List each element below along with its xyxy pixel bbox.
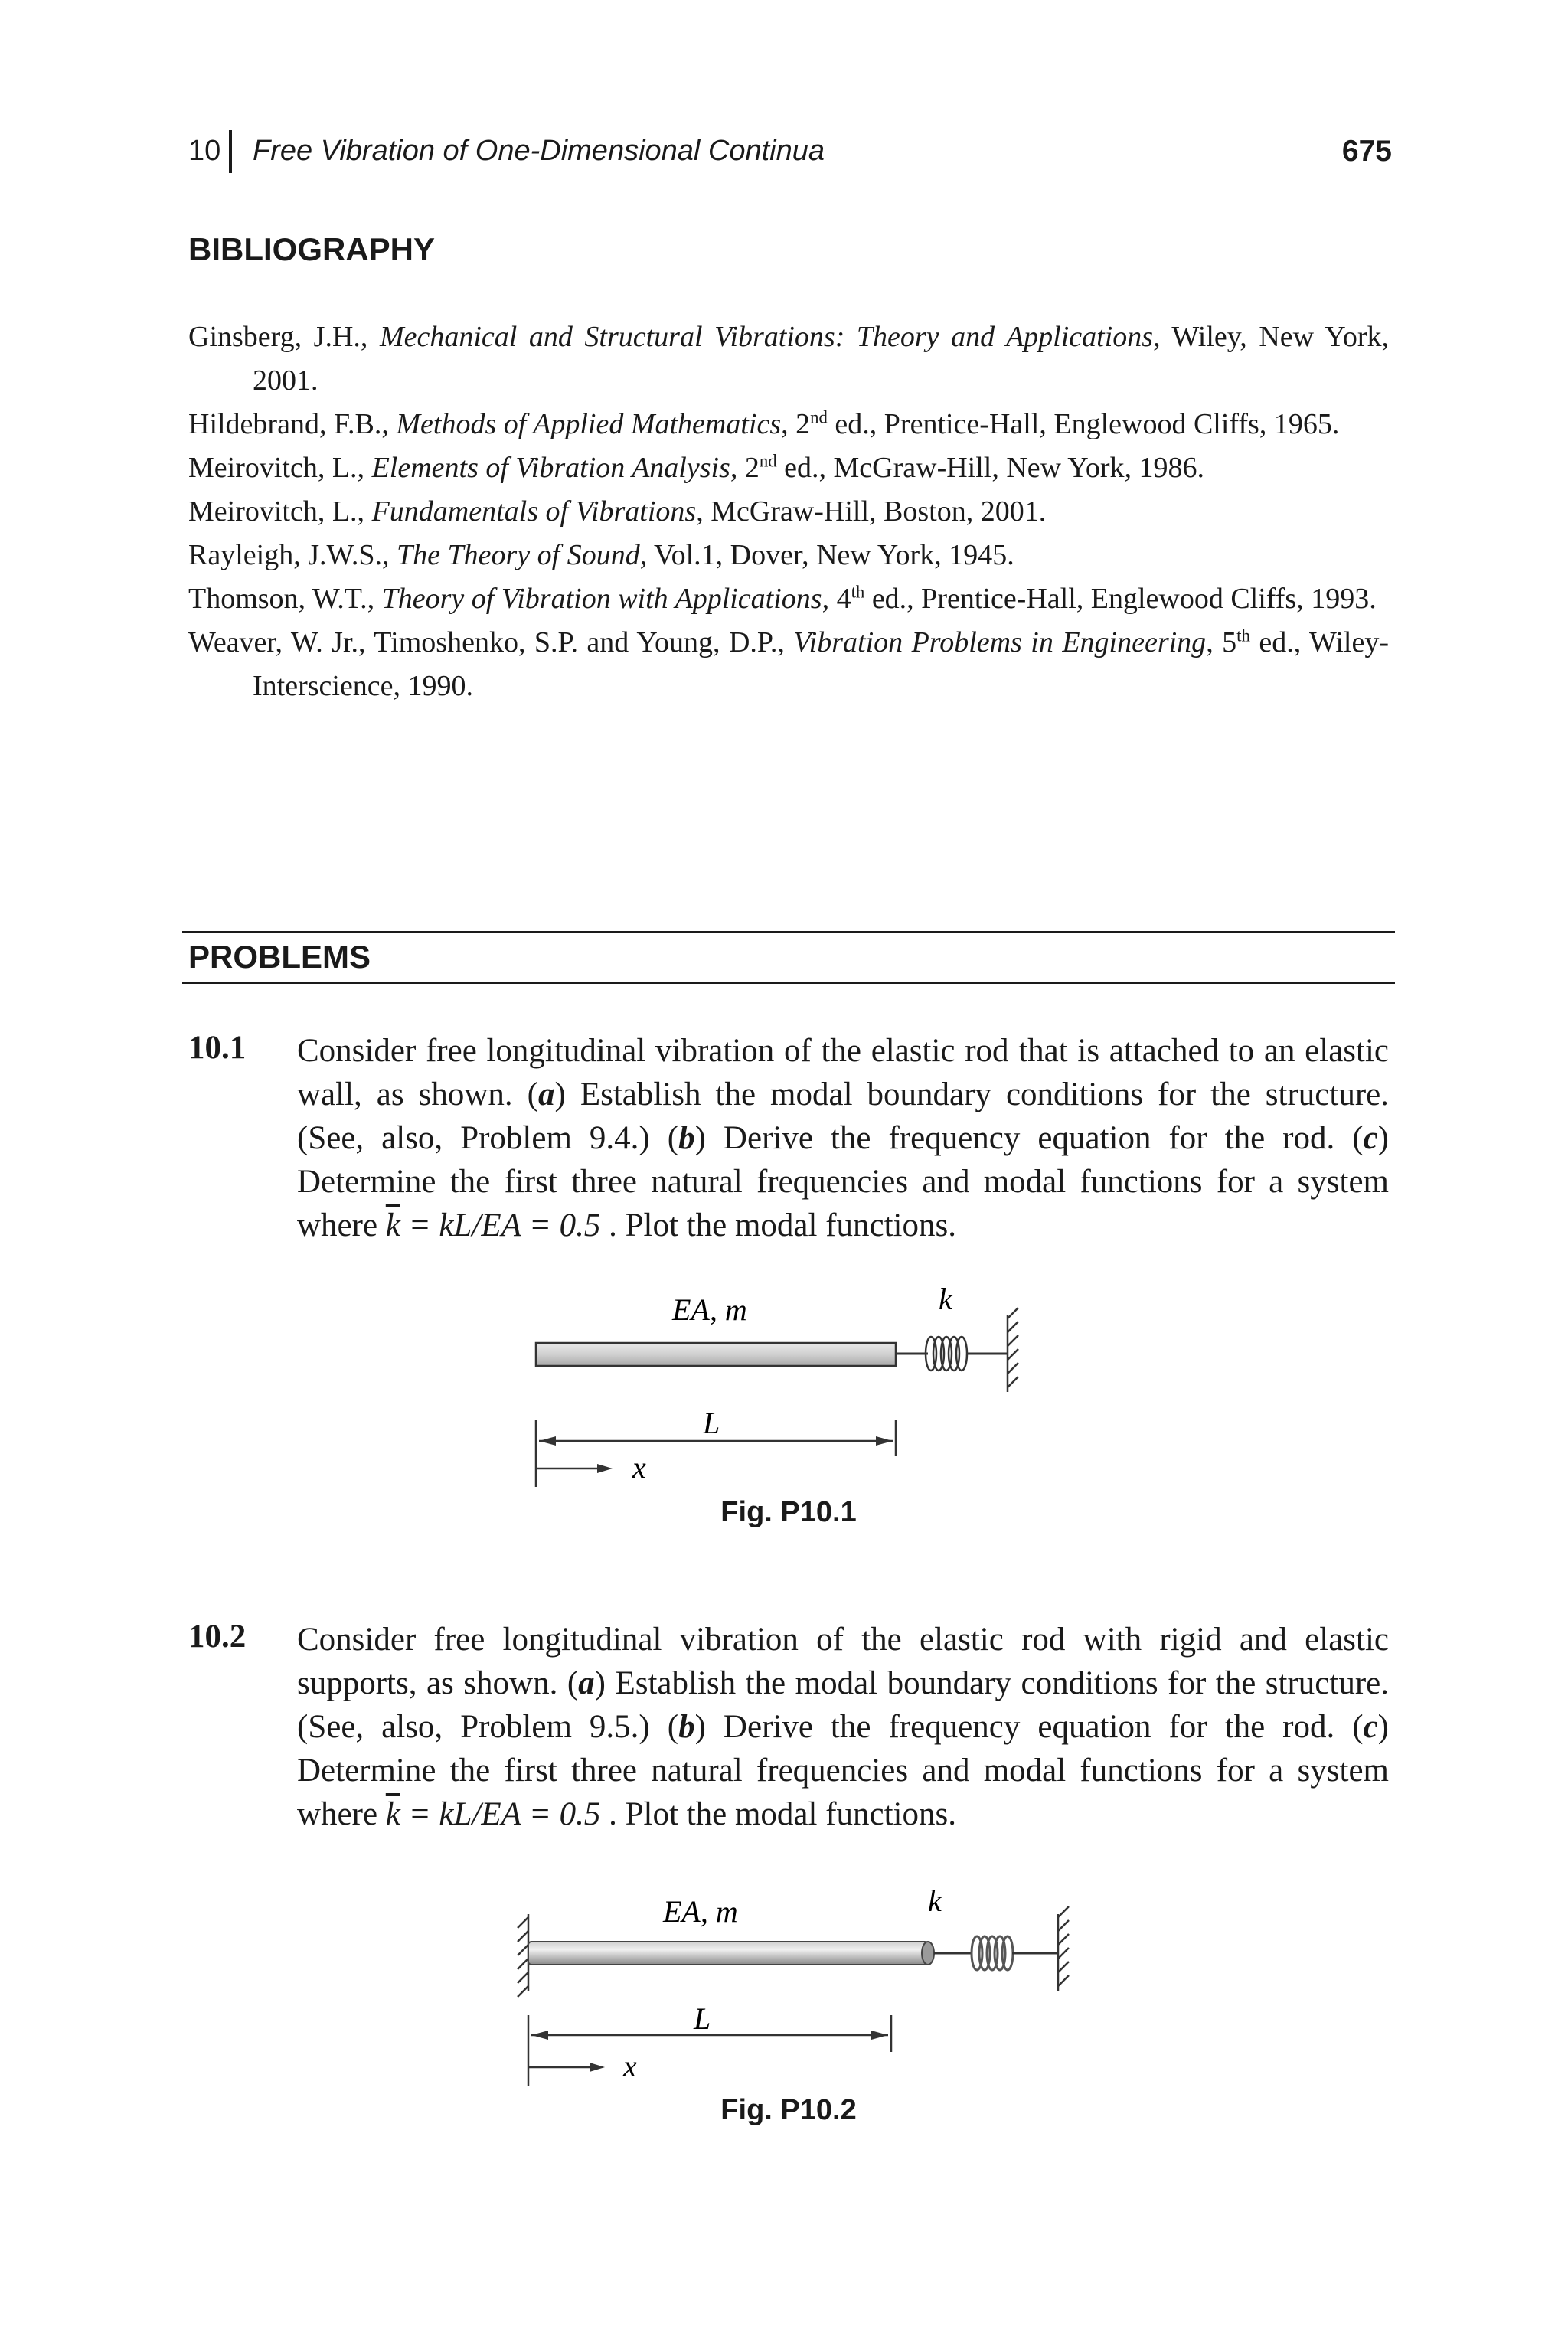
problem-text: Consider free longitudinal vibration of the elastic rod that is attached to an elastic wall, as shown. (a) Establish the modal boundary conditions for the structure. (See, also, Problem 9.4.) (b) Derive the frequency equation for the rod. (c) Determine the first three natural frequencies and modal functions for a system where $\overline{k} = kL/EA = 0.5$ . Plot the modal functions. bbox=[297, 1033, 1389, 1243]
rigid-wall-icon bbox=[518, 1914, 528, 1997]
fixed-wall-icon bbox=[1058, 1906, 1069, 1991]
figure-p10-1 bbox=[0, 1271, 1568, 1501]
figure-caption: Fig. P10.2 bbox=[720, 2094, 857, 2126]
length-label: L bbox=[703, 1406, 720, 1440]
stiffness-ratio-equation: = kL/EA = 0.5 bbox=[400, 1207, 601, 1243]
x-axis-label: x bbox=[623, 2049, 637, 2083]
length-label: L bbox=[694, 2001, 711, 2036]
rod-property-label: EA, m bbox=[672, 1292, 747, 1327]
problem-number: 10.2 bbox=[188, 1619, 247, 1655]
k-bar-symbol: $\overline{k}$ bbox=[385, 1207, 400, 1243]
bibliography-entry: Weaver, W. Jr., Timoshenko, S.P. and Young, D.P., Vibration Problems in Engineering, 5th ed., Wiley-Interscience, 1990. bbox=[188, 626, 1389, 702]
problem-text: Consider free longitudinal vibration of the elastic rod with rigid and elastic supports, as shown. (a) Establish the modal boundary conditions for the structure. (See, also, Problem 9.5.) (b) Derive the frequency equation for the rod. (c) Determine the first three natural frequencies and modal functions for a system where $\overline{k} = kL/EA = 0.5$ . Plot the modal functions. bbox=[297, 1622, 1389, 1832]
spring-icon bbox=[926, 1337, 967, 1371]
fixed-wall-icon bbox=[1008, 1308, 1018, 1392]
section-rule-top bbox=[182, 931, 1395, 933]
k-bar-symbol: $\overline{k}$ bbox=[385, 1796, 400, 1832]
elastic-rod bbox=[528, 1942, 928, 1965]
bibliography-entry: Meirovitch, L., Elements of Vibration Analysis, 2nd ed., McGraw-Hill, New York, 1986. bbox=[188, 451, 1204, 484]
chapter-number: 10 bbox=[188, 135, 221, 167]
problems-heading: PROBLEMS bbox=[188, 939, 371, 975]
bibliography-entry: Thomson, W.T., Theory of Vibration with Applications, 4th ed., Prentice-Hall, Englewood Cliffs, 1993. bbox=[188, 582, 1377, 615]
rod-property-label: EA, m bbox=[663, 1894, 738, 1929]
bibliography-entry: Rayleigh, J.W.S., The Theory of Sound, Vol.1, Dover, New York, 1945. bbox=[188, 539, 1014, 571]
spring-label: k bbox=[928, 1884, 942, 1918]
x-axis-arrow bbox=[528, 2063, 605, 2072]
elastic-rod bbox=[536, 1343, 896, 1366]
bibliography-heading: BIBLIOGRAPHY bbox=[188, 231, 436, 267]
x-axis-arrow bbox=[536, 1464, 612, 1473]
bibliography-entry: Ginsberg, J.H., Mechanical and Structural Vibrations: Theory and Applications, Wiley, New York, 2001. bbox=[188, 321, 1390, 397]
x-axis-label: x bbox=[632, 1450, 646, 1485]
bibliography-entry: Hildebrand, F.B., Methods of Applied Mathematics, 2nd ed., Prentice-Hall, Englewood Cliffs, 1965. bbox=[188, 407, 1340, 440]
figure-caption: Fig. P10.1 bbox=[720, 1496, 857, 1528]
page-number: 675 bbox=[1341, 135, 1392, 168]
bibliography-list bbox=[188, 315, 1389, 708]
chapter-title: Free Vibration of One-Dimensional Continua bbox=[253, 135, 825, 167]
bibliography-entry: Meirovitch, L., Fundamentals of Vibrations, McGraw-Hill, Boston, 2001. bbox=[188, 495, 1047, 528]
section-rule-bottom bbox=[182, 982, 1395, 984]
stiffness-ratio-equation: = kL/EA = 0.5 bbox=[400, 1796, 601, 1832]
problem-number: 10.1 bbox=[188, 1030, 247, 1066]
spring-icon bbox=[972, 1936, 1013, 1970]
figure-p10-2 bbox=[0, 1868, 1568, 2098]
header-divider bbox=[229, 130, 232, 173]
spring-label: k bbox=[939, 1282, 952, 1316]
